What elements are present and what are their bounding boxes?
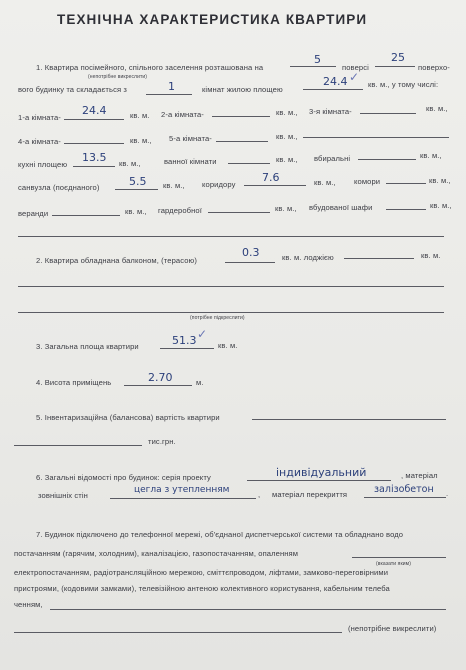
toilet-label: вбиральні [314,154,351,163]
height-unit: м. [196,378,204,387]
s1-storey-label: поверхо- [418,63,450,72]
combined-bath-underline [115,189,158,190]
inventory-value-label: 5. Інвентаризаційна (балансова) вартість квартири [36,413,220,422]
room1-underline [64,119,124,120]
check-mark-icon: ✓ [197,327,208,341]
project-series-underline [247,480,391,481]
blank-line [14,632,342,633]
floors-total-value: 25 [391,51,405,64]
material-label: , матеріал [401,471,438,480]
room2-underline [212,116,270,117]
floors-material-value: залізобетон [374,484,434,495]
s7-line5: ченням, [14,600,43,609]
corridor-unit: кв. м., [314,178,336,187]
walls-comma: , [258,490,261,499]
loggia-unit: кв. м. [421,251,441,260]
walls-underline [110,498,256,499]
total-area-underline [160,348,214,349]
inventory-value-line [14,445,142,446]
room3-label: 3-я кімната- [309,107,352,116]
blank-line [50,609,446,610]
total-area-unit: кв. м. [218,341,238,350]
living-area-value: 24.4 [323,75,348,88]
loggia-label: кв. м. лоджією [282,253,334,262]
check-mark-icon: ✓ [349,70,360,84]
inventory-value-underline [252,419,446,420]
room4-unit: кв. м., [130,136,152,145]
incl-label: кв. м., у тому числі: [368,80,439,89]
room5-underline [216,141,268,142]
floors-material-period: . [446,489,449,498]
combined-bath-value: 5.5 [129,175,147,188]
builtin-closet-label: вбудованої шафи [309,203,373,212]
veranda-underline [52,215,120,216]
wardrobe-unit: кв. м., [275,204,297,213]
room1-unit: кв. м. [130,111,150,120]
pantry-underline [386,183,426,184]
project-series-value: індивідуальний [276,466,367,479]
floors-total-underline [375,66,415,67]
s1-line1-text: 1. Квартира посімейного, спільного заселення розташована на [36,63,264,72]
project-series-label: 6. Загальні відомості про будинок: серія проекту [36,473,211,482]
builtin-closet-underline [386,209,426,210]
document-title: ТЕХНІЧНА ХАРАКТЕРИСТИКА КВАРТИРИ [57,12,368,27]
pantry-label: комори [354,177,381,186]
bathroom-label: ванної кімнати [164,157,217,166]
rooms-value: 1 [168,80,175,93]
walls-label: зовнішніх стін [38,491,88,500]
kitchen-unit: кв. м., [119,159,141,168]
heating-note: (вказати яким) [376,561,411,567]
kitchen-underline [73,166,115,167]
blank-line [18,286,444,287]
room4-label: 4-а кімната- [18,137,61,146]
s7-line2: постачанням (гарячим, холодним), каналізацією, газопостачанням, опаленням [14,549,299,558]
veranda-label: веранди [18,209,49,218]
corridor-value: 7.6 [262,171,280,184]
room3-underline [360,113,416,114]
kitchen-label: кухні площею [18,160,68,169]
wardrobe-underline [208,212,270,213]
veranda-unit: кв. м., [125,207,147,216]
corridor-underline [244,185,306,186]
strike-note-bottom: (непотрібне викреслити) [348,624,437,633]
floor-value: 5 [314,53,321,66]
toilet-unit: кв. м., [420,151,442,160]
living-area-label: кімнат жилою площею [202,85,283,94]
total-area-label: 3. Загальна площа квартири [36,342,139,351]
underline-note: (потрібне підкреслити) [190,315,245,321]
blank-line [18,236,444,237]
room5-label: 5-а кімната- [169,134,212,143]
toilet-underline [358,159,416,160]
pantry-unit: кв. м., [429,176,451,185]
room2-unit: кв. м., [276,108,298,117]
room2-label: 2-а кімната- [161,110,204,119]
loggia-underline [344,258,414,259]
s7-line3: електропостачанням, радіотрансляційною мережою, сміттєпроводом, ліфтами, замково-переговірними [14,568,389,577]
s7-line4: пристроями, (кодовими замками), телевізійною антеною колективного користування, кабельним телеба [14,584,390,593]
balcony-underline [225,262,275,263]
floors-material-underline [364,497,446,498]
bathroom-underline [228,163,270,164]
room1-label: 1-а кімната- [18,113,61,122]
strike-note: (непотрібне викреслити) [88,74,148,80]
height-underline [124,385,192,386]
wardrobe-label: гардеробної [158,206,202,215]
kitchen-value: 13.5 [82,151,107,164]
combined-bath-unit: кв. м., [163,181,185,190]
floors-material-label: матеріал перекриття [272,490,348,499]
living-area-underline [303,89,363,90]
balcony-value: 0.3 [242,246,260,259]
room5-unit: кв. м., [276,132,298,141]
rooms-underline [146,94,192,95]
s7-line1: 7. Будинок підключено до телефонної мережі, об'єднаної диспетчерської системи та обладнано водо [36,530,404,539]
room1-value: 24.4 [82,104,107,117]
balcony-label: 2. Квартира обладнана балконом, (терасою) [36,256,197,265]
inventory-unit: тис.грн. [148,437,176,446]
s1-floor-label: поверсі [342,63,369,72]
total-area-value: 51.3 [172,334,197,347]
height-label: 4. Висота приміщень [36,378,112,387]
s1-line2-text: вого будинку та складається з [18,85,127,94]
builtin-closet-unit: кв. м., [430,201,452,210]
room5-extra-line [303,137,449,138]
room3-unit: кв. м., [426,104,448,113]
floor-underline [290,66,336,67]
room4-underline [64,143,124,144]
bathroom-unit: кв. м., [276,155,298,164]
heating-underline [352,557,446,558]
height-value: 2.70 [148,371,173,384]
corridor-label: коридору [202,180,236,189]
combined-bath-label: санвузла (поєднаного) [18,183,100,192]
walls-value: цегла з утепленням [134,485,230,495]
